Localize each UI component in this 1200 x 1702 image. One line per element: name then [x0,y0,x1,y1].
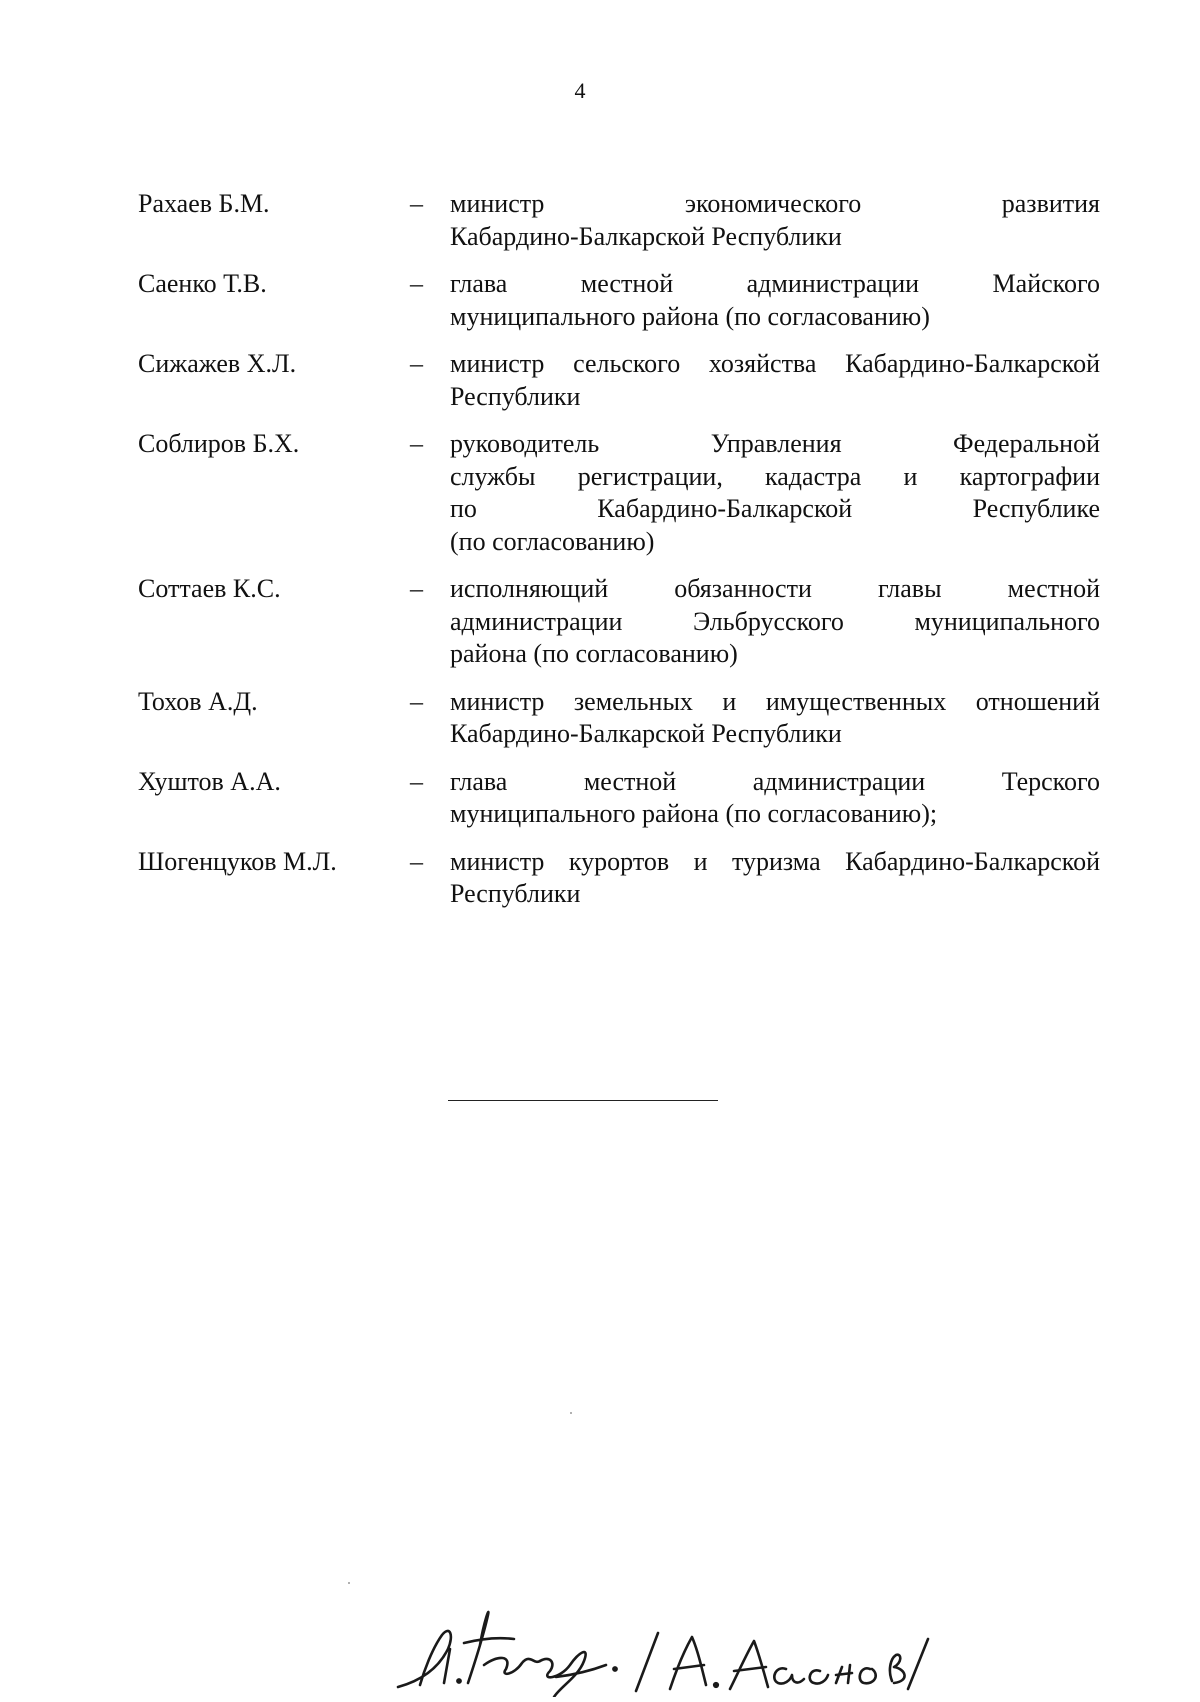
role-line: Кабардино-Балкарской Республики [450,221,842,251]
member-name: Тохов А.Д. [138,686,258,716]
role-line: министр земельных и имущественных отношений [450,686,1100,716]
member-role [450,348,1100,413]
member-name: Хуштов А.А. [138,766,281,796]
member-name: Соблиров Б.Х. [138,429,300,458]
member-role [450,573,1100,671]
members-list [138,188,1100,911]
member-role [450,428,1100,558]
separator-line [448,1100,718,1101]
member-dash: – [410,189,423,218]
member-row [138,428,1100,558]
member-dash: – [410,349,423,378]
role-line: руководитель Управления Федеральной [450,429,1100,458]
member-dash: – [410,846,423,876]
role-line: глава местной администрации Майского [450,269,1100,298]
role-line: министр сельского хозяйства Кабардино-Балкарской [450,349,1100,378]
member-row [138,766,1100,831]
scan-speck [348,1582,350,1584]
member-role [450,846,1100,911]
member-role [450,188,1100,253]
role-line: администрации Эльбрусского муниципального [450,606,1100,636]
member-role [450,686,1100,751]
member-row [138,573,1100,671]
member-dash: – [410,269,423,298]
member-name: Сижажев Х.Л. [138,349,297,378]
role-line: службы регистрации, кадастра и картографии [450,461,1100,491]
role-line: муниципального района (по согласованию) [450,301,930,331]
member-name: Шогенцуков М.Л. [138,846,337,876]
role-line: муниципального района (по согласованию); [450,799,938,828]
member-dash: – [410,766,423,796]
handwritten-signature [380,1585,940,1697]
signature-drawing [380,1585,940,1697]
page-number: 4 [574,78,586,103]
role-line: Республики [450,879,581,908]
member-dash: – [410,429,423,458]
role-line: (по согласованию) [450,526,655,556]
role-line: Кабардино-Балкарской Республики [450,719,842,748]
role-line: по Кабардино-Балкарской Республике [450,494,1100,523]
member-dash: – [410,686,423,716]
member-row [138,188,1100,253]
member-role [450,766,1100,831]
role-line: района (по согласованию) [450,639,738,668]
member-row [138,686,1100,751]
member-role [450,268,1100,333]
member-name: Саенко Т.В. [138,269,267,298]
role-line: министр курортов и туризма Кабардино-Балкарской [450,846,1100,876]
member-name: Рахаев Б.М. [138,189,270,218]
role-line: Республики [450,381,581,411]
role-line: исполняющий обязанности главы местной [450,574,1100,603]
scan-speck [570,1412,572,1414]
role-line: глава местной администрации Терского [450,766,1100,796]
member-row [138,268,1100,333]
member-row [138,348,1100,413]
member-name: Соттаев К.С. [138,574,281,603]
member-dash: – [410,574,423,603]
member-row [138,846,1100,911]
role-line: министр экономического развития [450,189,1100,218]
